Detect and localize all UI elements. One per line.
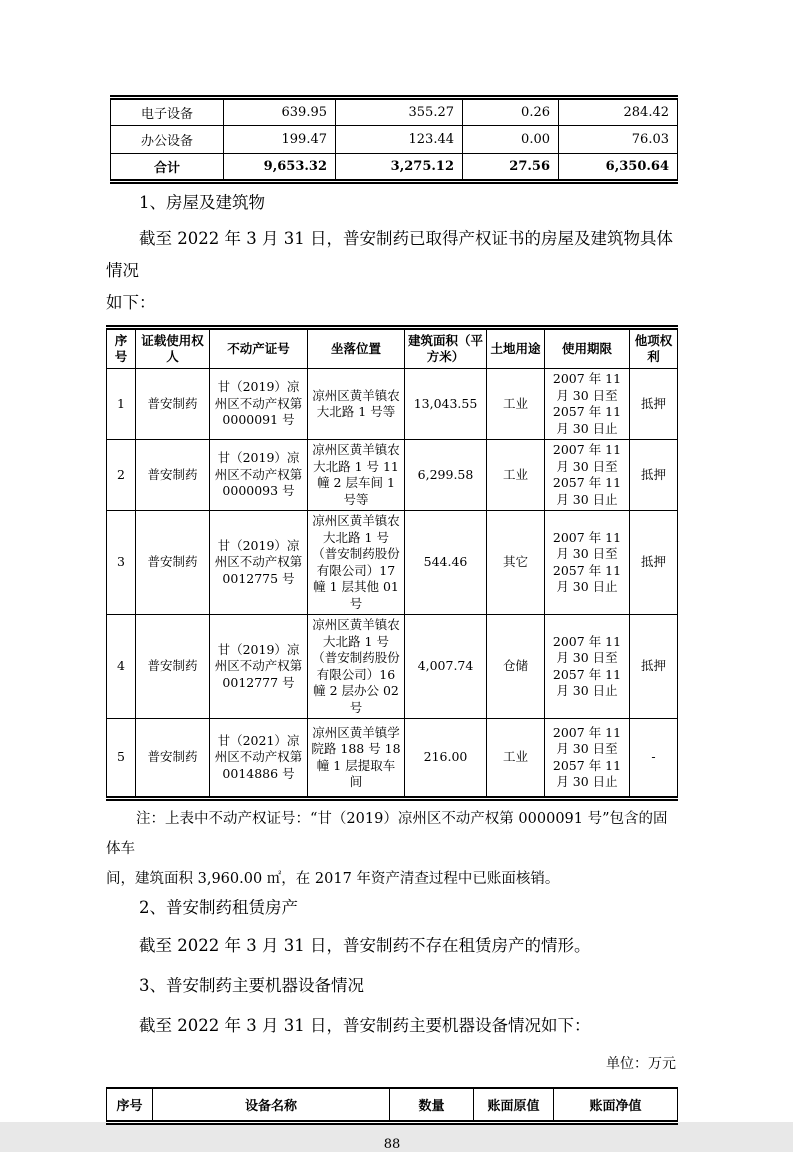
section-heading-leased: 2、普安制药租赁房产: [139, 898, 298, 917]
encumbrance-cell: 抵押: [630, 440, 678, 511]
column-header: 序号: [107, 328, 136, 369]
table-header-row: [107, 328, 678, 369]
area-cell: 13,043.55: [405, 369, 487, 440]
term-cell: 2007 年 11 月 30 日至 2057 年 11 月 30 日止: [545, 615, 630, 719]
footnote-line: 间，建筑面积 3,960.00 ㎡，在 2017 年资产清查过程中已账面核销。: [106, 871, 560, 887]
table-row: [107, 511, 678, 615]
location-cell: 凉州区黄羊镇农大北路 1 号（普安制药股份有限公司）17 幢 1 层其他 01 号: [308, 511, 405, 615]
column-header: 序号: [107, 1088, 153, 1122]
column-header: 设备名称: [153, 1088, 390, 1122]
value-cell: 284.42: [559, 98, 678, 126]
value-cell: 199.47: [224, 126, 336, 154]
value-cell: 3,275.12: [336, 154, 463, 182]
section-heading-buildings: 1、房屋及建筑物: [139, 193, 265, 212]
value-cell: 0.26: [463, 98, 559, 126]
value-cell: 0.00: [463, 126, 559, 154]
column-header: 证载使用权人: [136, 328, 210, 369]
land-use-cell: 工业: [487, 369, 545, 440]
paragraph-line: 截至 2022 年 3 月 31 日，普安制药已取得产权证书的房屋及建筑物具体情况: [106, 229, 673, 280]
table-row: [107, 440, 678, 511]
table-header-row: [107, 1088, 678, 1122]
footnote-line: 注：上表中不动产权证号：“甘（2019）凉州区不动产权第 0000091 号”包含的固体车: [106, 811, 668, 857]
holder-cell: 普安制药: [136, 719, 210, 799]
column-header: 不动产证号: [210, 328, 308, 369]
area-cell: 216.00: [405, 719, 487, 799]
asset-category-cell: 电子设备: [111, 98, 224, 126]
value-cell: 9,653.32: [224, 154, 336, 182]
area-cell: 6,299.58: [405, 440, 487, 511]
asset-category-cell: 办公设备: [111, 126, 224, 154]
table-row: [107, 719, 678, 799]
equipment-table: [106, 1087, 678, 1125]
location-cell: 凉州区黄羊镇农大北路 1 号 11 幢 2 层车间 1 号等: [308, 440, 405, 511]
page-content: [106, 0, 678, 1152]
seq-cell: 2: [107, 440, 136, 511]
encumbrance-cell: -: [630, 719, 678, 799]
area-cell: 544.46: [405, 511, 487, 615]
land-use-cell: 工业: [487, 440, 545, 511]
certificate-no-cell: 甘（2019）凉州区不动产权第 0012775 号: [210, 511, 308, 615]
seq-cell: 4: [107, 615, 136, 719]
certificate-no-cell: 甘（2021）凉州区不动产权第 0014886 号: [210, 719, 308, 799]
value-cell: 27.56: [463, 154, 559, 182]
seq-cell: 1: [107, 369, 136, 440]
holder-cell: 普安制药: [136, 615, 210, 719]
page-number: 88: [383, 1136, 401, 1152]
value-cell: 6,350.64: [559, 154, 678, 182]
holder-cell: 普安制药: [136, 440, 210, 511]
location-cell: 凉州区黄羊镇学院路 188 号 18 幢 1 层提取车间: [308, 719, 405, 799]
encumbrance-cell: 抵押: [630, 615, 678, 719]
column-header: 建筑面积（平方米）: [405, 328, 487, 369]
value-cell: 355.27: [336, 98, 463, 126]
column-header: 数量: [390, 1088, 474, 1122]
term-cell: 2007 年 11 月 30 日至 2057 年 11 月 30 日止: [545, 511, 630, 615]
value-cell: 76.03: [559, 126, 678, 154]
table-row: [107, 369, 678, 440]
value-cell: 639.95: [224, 98, 336, 126]
asset-category-cell: 合计: [111, 154, 224, 182]
section-heading-equipment: 3、普安制药主要机器设备情况: [139, 976, 364, 995]
encumbrance-cell: 抵押: [630, 369, 678, 440]
fixed-assets-summary-table: [110, 95, 678, 184]
term-cell: 2007 年 11 月 30 日至 2057 年 11 月 30 日止: [545, 369, 630, 440]
location-cell: 凉州区黄羊镇农大北路 1 号等: [308, 369, 405, 440]
holder-cell: 普安制药: [136, 369, 210, 440]
property-certificates-table: [106, 325, 678, 801]
area-cell: 4,007.74: [405, 615, 487, 719]
term-cell: 2007 年 11 月 30 日至 2057 年 11 月 30 日止: [545, 440, 630, 511]
location-cell: 凉州区黄羊镇农大北路 1 号（普安制药股份有限公司）16 幢 2 层办公 02 号: [308, 615, 405, 719]
table-row: [107, 615, 678, 719]
certificate-no-cell: 甘（2019）凉州区不动产权第 0000093 号: [210, 440, 308, 511]
table-row-total: [111, 154, 678, 182]
column-header: 使用期限: [545, 328, 630, 369]
column-header: 土地用途: [487, 328, 545, 369]
table-footnote: [106, 804, 678, 894]
column-header: 账面原值: [474, 1088, 554, 1122]
term-cell: 2007 年 11 月 30 日至 2057 年 11 月 30 日止: [545, 719, 630, 799]
seq-cell: 5: [107, 719, 136, 799]
table-row: [111, 98, 678, 126]
certificate-no-cell: 甘（2019）凉州区不动产权第 0000091 号: [210, 369, 308, 440]
paragraph-buildings-intro: [106, 223, 678, 319]
column-header: 他项权利: [630, 328, 678, 369]
certificate-no-cell: 甘（2019）凉州区不动产权第 0012777 号: [210, 615, 308, 719]
paragraph-leased: 截至 2022 年 3 月 31 日，普安制药不存在租赁房产的情形。: [139, 936, 591, 955]
paragraph-line: 如下：: [106, 293, 156, 312]
unit-label: 单位：万元: [606, 1056, 676, 1072]
encumbrance-cell: 抵押: [630, 511, 678, 615]
column-header: 坐落位置: [308, 328, 405, 369]
value-cell: 123.44: [336, 126, 463, 154]
paragraph-equipment: 截至 2022 年 3 月 31 日，普安制药主要机器设备情况如下：: [139, 1016, 591, 1035]
land-use-cell: 工业: [487, 719, 545, 799]
holder-cell: 普安制药: [136, 511, 210, 615]
land-use-cell: 其它: [487, 511, 545, 615]
seq-cell: 3: [107, 511, 136, 615]
table-row: [111, 126, 678, 154]
land-use-cell: 仓储: [487, 615, 545, 719]
column-header: 账面净值: [554, 1088, 678, 1122]
